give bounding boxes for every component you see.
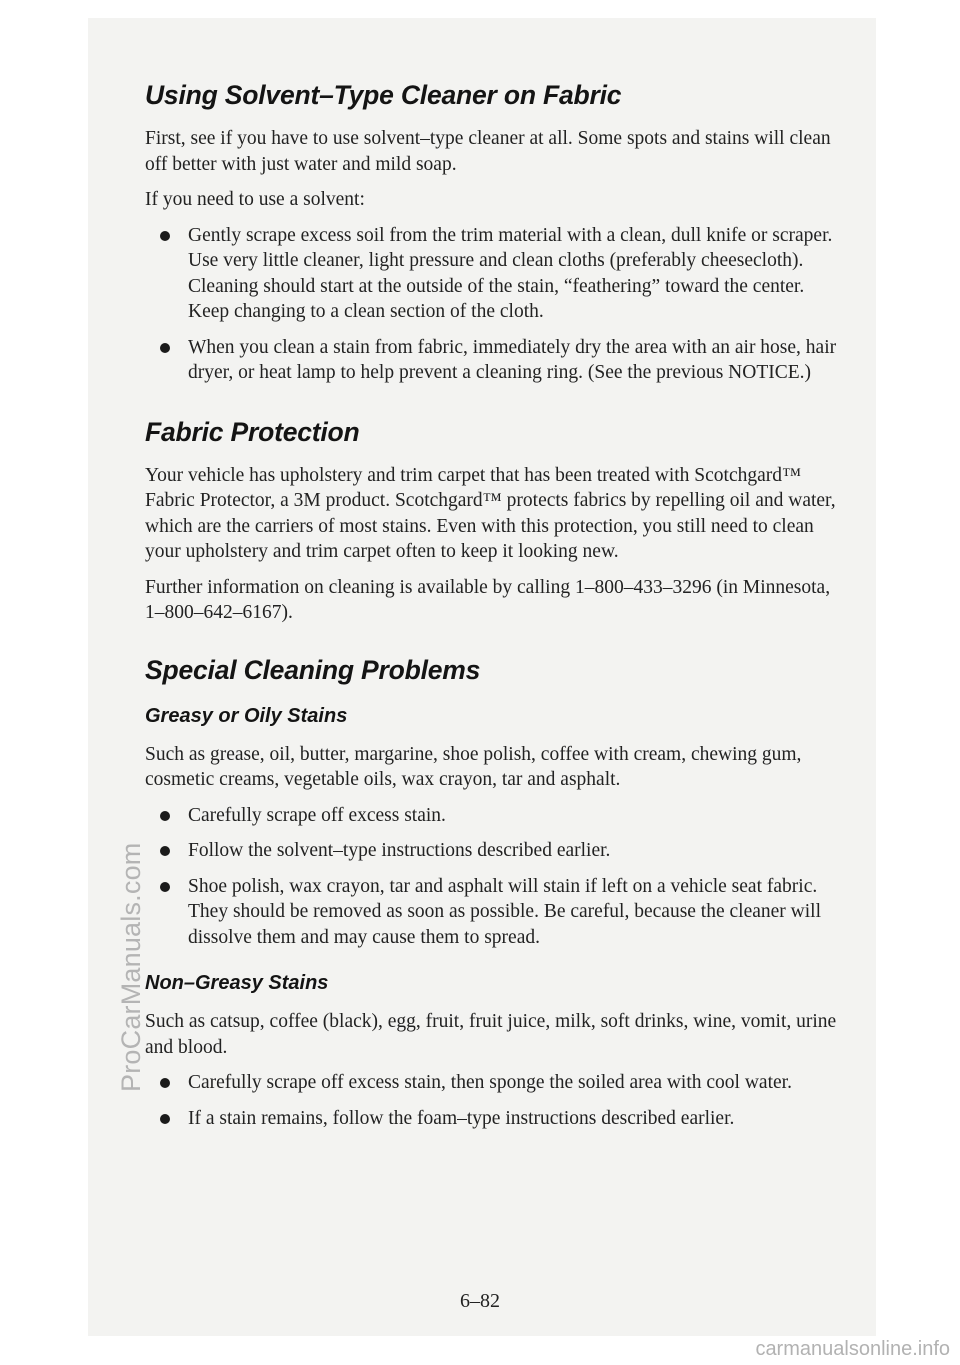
paragraph: Such as catsup, coffee (black), egg, fruit, fruit juice, milk, soft drinks, wine, vomit, urine and blood. (145, 1011, 837, 1058)
section-title-solvent: Using Solvent–Type Cleaner on Fabric (145, 80, 622, 110)
list-item (145, 223, 845, 325)
list-item (145, 1070, 845, 1096)
list-item-text: Follow the solvent–type instructions described earlier. (188, 840, 611, 861)
side-watermark: ProCarManuals.com (116, 842, 146, 1092)
list-item (145, 874, 845, 951)
paragraph: If you need to use a solvent: (145, 189, 365, 210)
paragraph: Such as grease, oil, butter, margarine, shoe polish, coffee with cream, chewing gum, cosmetic creams, vegetable oils, wax crayon, tar and asphalt. (145, 743, 802, 790)
bullet-icon (160, 846, 170, 856)
paragraph: Further information on cleaning is available by calling 1–800–433–3296 (in Minnesota, 1–800–642–6167). (145, 576, 831, 623)
list-item-text: Carefully scrape off excess stain, then sponge the soiled area with cool water. (188, 1072, 792, 1093)
paragraph: Your vehicle has upholstery and trim carpet that has been treated with Scotchgard™ Fabric Protector, a 3M product. Scotchgard™ protects fabrics by repelling oil and water, which are the carriers of most stains. Even with this protection, you still need to clean your upholstery and trim carpet often to keep it looking new. (145, 464, 836, 562)
page-content (145, 78, 845, 1131)
list-item (145, 1106, 845, 1132)
list-item-text: Shoe polish, wax crayon, tar and asphalt will stain if left on a vehicle seat fabric. They should be removed as soon as possible. Be careful, because the cleaner will dissolve them and may cause them to spread. (188, 875, 821, 948)
list-item-text: Carefully scrape off excess stain. (188, 804, 446, 826)
bullet-list (145, 1070, 845, 1131)
bullet-icon (160, 231, 170, 241)
subsection-title-non-greasy: Non–Greasy Stains (145, 972, 329, 994)
page-number: 6–82 (460, 1290, 500, 1312)
bullet-list (145, 803, 845, 951)
bullet-icon (160, 343, 170, 353)
list-item (145, 838, 845, 864)
list-item (145, 335, 845, 386)
footer-watermark: carmanualsonline.info (755, 1338, 950, 1360)
list-item (145, 803, 845, 829)
section-title-special-cleaning: Special Cleaning Problems (145, 654, 481, 685)
list-item-text: If a stain remains, follow the foam–type instructions described earlier. (188, 1107, 735, 1129)
list-item-text: When you clean a stain from fabric, immediately dry the area with an air hose, hair dryer, or heat lamp to help prevent a cleaning ring. (See the previous NOTICE.) (188, 336, 837, 383)
paragraph: First, see if you have to use solvent–type cleaner at all. Some spots and stains will clean off better with just water and mild soap. (145, 128, 831, 175)
bullet-list (145, 223, 845, 386)
bullet-icon (160, 811, 170, 821)
bullet-icon (160, 1114, 170, 1124)
section-title-fabric-protection: Fabric Protection (145, 416, 360, 447)
subsection-title-greasy: Greasy or Oily Stains (145, 704, 348, 727)
bullet-icon (160, 882, 170, 892)
list-item-text: Gently scrape excess soil from the trim material with a clean, dull knife or scraper. Use very little cleaner, light pressure and clean cloths (preferably cheesecloth). Cleaning should start at the outside of the stain, “feathering” toward the center. Keep changing to a clean section of the cloth. (188, 224, 833, 322)
bullet-icon (160, 1078, 170, 1088)
